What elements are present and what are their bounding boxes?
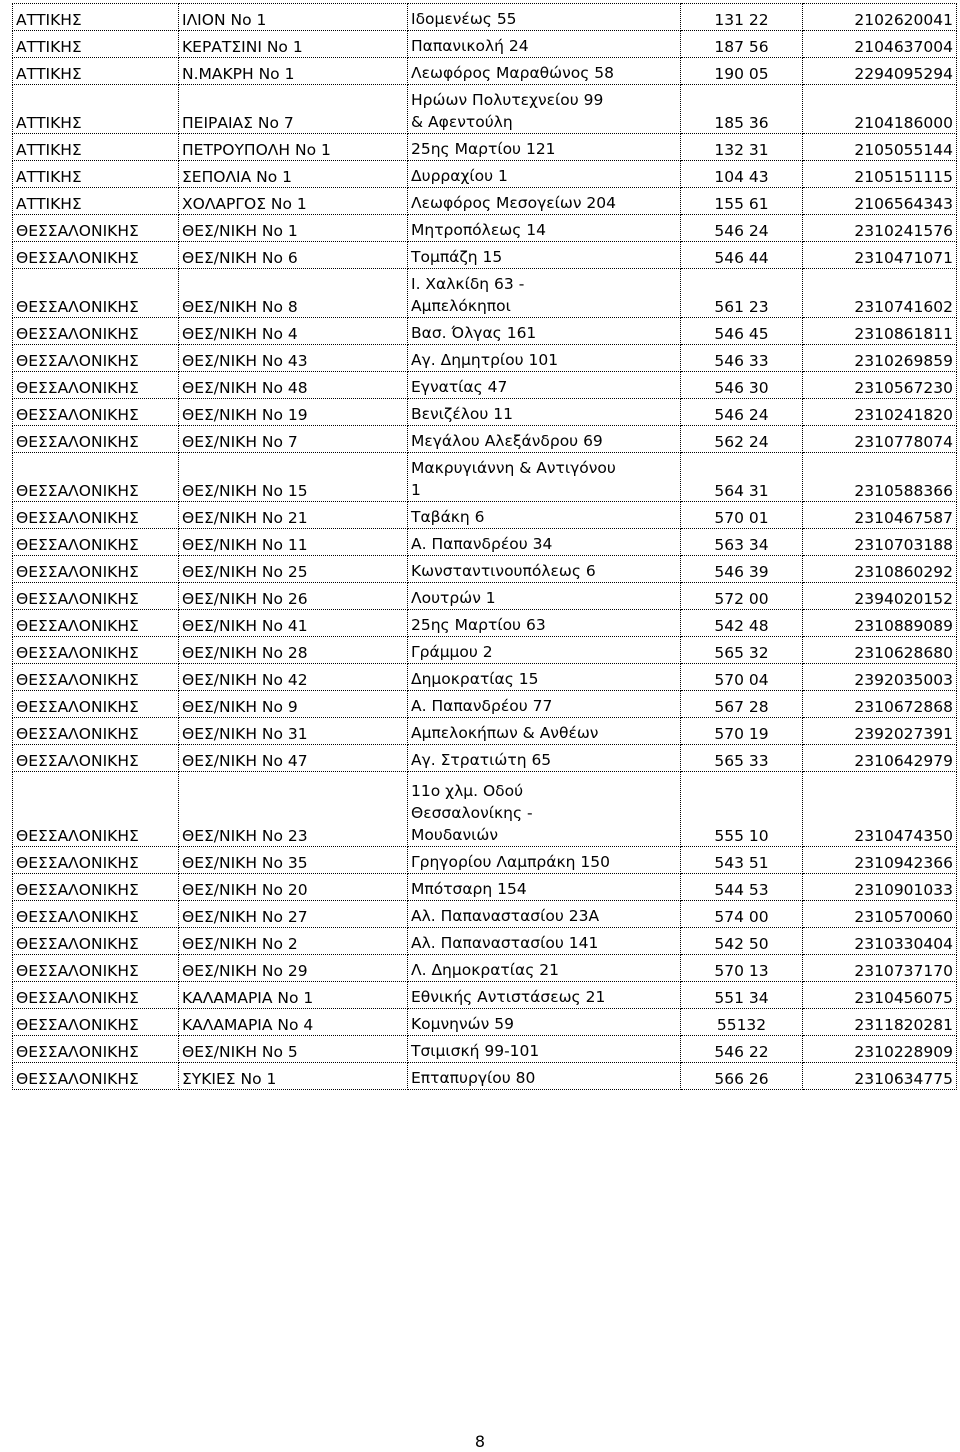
phone-cell: 2310889089 <box>803 610 957 637</box>
postal-code-cell: 546 24 <box>681 399 803 426</box>
address-line: Παπανικολή 24 <box>411 37 529 55</box>
branch-cell: ΠΕΙΡΑΙΑΣ Νο 7 <box>179 85 408 134</box>
address-cell <box>408 982 681 1009</box>
phone-cell: 2105151115 <box>803 161 957 188</box>
postal-code-cell: 565 33 <box>681 745 803 772</box>
branch-cell: ΧΟΛΑΡΓΟΣ Νο 1 <box>179 188 408 215</box>
address-cell <box>408 745 681 772</box>
region-cell: ΘΕΣΣΑΛΟΝΙΚΗΣ <box>13 529 179 556</box>
phone-cell: 2310474350 <box>803 772 957 847</box>
address-cell <box>408 772 681 847</box>
address-cell <box>408 1063 681 1090</box>
postal-code-cell: 544 53 <box>681 874 803 901</box>
branch-cell: ΘΕΣ/ΝΙΚΗ Νο 19 <box>179 399 408 426</box>
postal-code-cell: 565 32 <box>681 637 803 664</box>
phone-cell: 2105055144 <box>803 134 957 161</box>
branch-cell: ΘΕΣ/ΝΙΚΗ Νο 5 <box>179 1036 408 1063</box>
phone-cell: 2104186000 <box>803 85 957 134</box>
phone-cell: 2311820281 <box>803 1009 957 1036</box>
table-row <box>13 426 957 453</box>
phone-cell: 2392027391 <box>803 718 957 745</box>
branch-cell: ΘΕΣ/ΝΙΚΗ Νο 42 <box>179 664 408 691</box>
address-cell <box>408 529 681 556</box>
region-cell: ΘΕΣΣΑΛΟΝΙΚΗΣ <box>13 847 179 874</box>
postal-code-cell: 185 36 <box>681 85 803 134</box>
postal-code-cell: 561 23 <box>681 269 803 318</box>
region-cell: ΘΕΣΣΑΛΟΝΙΚΗΣ <box>13 318 179 345</box>
postal-code-cell: 567 28 <box>681 691 803 718</box>
address-line: Βενιζέλου 11 <box>411 405 513 423</box>
table-row <box>13 31 957 58</box>
region-cell: ΘΕΣΣΑΛΟΝΙΚΗΣ <box>13 583 179 610</box>
branch-cell: ΘΕΣ/ΝΙΚΗ Νο 6 <box>179 242 408 269</box>
address-line: Βασ. Όλγας 161 <box>411 324 537 342</box>
phone-cell: 2310778074 <box>803 426 957 453</box>
table-row <box>13 529 957 556</box>
address-line: Επταπυργίου 80 <box>411 1069 536 1087</box>
address-line: Δημοκρατίας 15 <box>411 670 539 688</box>
table-body <box>13 4 957 1090</box>
phone-cell: 2310672868 <box>803 691 957 718</box>
table-row <box>13 215 957 242</box>
address-line: & Αφεντούλη <box>411 113 513 131</box>
phone-cell: 2310269859 <box>803 345 957 372</box>
region-cell: ΘΕΣΣΑΛΟΝΙΚΗΣ <box>13 1036 179 1063</box>
table-row <box>13 134 957 161</box>
address-cell <box>408 901 681 928</box>
phone-cell: 2310570060 <box>803 901 957 928</box>
table-row <box>13 318 957 345</box>
postal-code-cell: 155 61 <box>681 188 803 215</box>
table-row <box>13 242 957 269</box>
address-line: Λεωφόρος Μεσογείων 204 <box>411 194 617 212</box>
address-cell <box>408 664 681 691</box>
branch-cell: ΘΕΣ/ΝΙΚΗ Νο 1 <box>179 215 408 242</box>
region-cell: ΘΕΣΣΑΛΟΝΙΚΗΣ <box>13 372 179 399</box>
postal-code-cell: 562 24 <box>681 426 803 453</box>
address-line: Τομπάζη 15 <box>411 248 503 266</box>
branch-cell: ΘΕΣ/ΝΙΚΗ Νο 7 <box>179 426 408 453</box>
postal-code-cell: 563 34 <box>681 529 803 556</box>
table-row <box>13 928 957 955</box>
table-row <box>13 901 957 928</box>
address-line: 25ης Μαρτίου 63 <box>411 616 546 634</box>
phone-cell: 2310942366 <box>803 847 957 874</box>
address-line: Κομνηνών 59 <box>411 1015 514 1033</box>
branch-cell: ΚΕΡΑΤΣΙΝΙ Νο 1 <box>179 31 408 58</box>
table-row <box>13 85 957 134</box>
address-line: Ηρώων Πολυτεχνείου 99 <box>411 91 604 109</box>
branch-cell: ΘΕΣ/ΝΙΚΗ Νο 9 <box>179 691 408 718</box>
address-cell <box>408 161 681 188</box>
address-line: Κωνσταντινουπόλεως 6 <box>411 562 596 580</box>
branch-cell: ΘΕΣ/ΝΙΚΗ Νο 11 <box>179 529 408 556</box>
address-line: Λουτρών 1 <box>411 589 496 607</box>
phone-cell: 2104637004 <box>803 31 957 58</box>
postal-code-cell: 542 50 <box>681 928 803 955</box>
address-cell <box>408 269 681 318</box>
region-cell: ΘΕΣΣΑΛΟΝΙΚΗΣ <box>13 901 179 928</box>
region-cell: ΑΤΤΙΚΗΣ <box>13 4 179 31</box>
region-cell: ΘΕΣΣΑΛΟΝΙΚΗΣ <box>13 955 179 982</box>
table-row <box>13 772 957 847</box>
branch-cell: ΘΕΣ/ΝΙΚΗ Νο 25 <box>179 556 408 583</box>
table-row <box>13 982 957 1009</box>
table-row <box>13 188 957 215</box>
phone-cell: 2310567230 <box>803 372 957 399</box>
postal-code-cell: 555 10 <box>681 772 803 847</box>
postal-code-cell: 187 56 <box>681 31 803 58</box>
address-line: 1 <box>411 481 421 499</box>
region-cell: ΘΕΣΣΑΛΟΝΙΚΗΣ <box>13 215 179 242</box>
branch-cell: ΘΕΣ/ΝΙΚΗ Νο 27 <box>179 901 408 928</box>
region-cell: ΘΕΣΣΑΛΟΝΙΚΗΣ <box>13 502 179 529</box>
region-cell: ΘΕΣΣΑΛΟΝΙΚΗΣ <box>13 691 179 718</box>
address-line: Αλ. Παπαναστασίου 141 <box>411 934 599 952</box>
address-cell <box>408 318 681 345</box>
table-row <box>13 399 957 426</box>
table-row <box>13 718 957 745</box>
address-line: Αλ. Παπαναστασίου 23Α <box>411 907 600 925</box>
phone-cell: 2310456075 <box>803 982 957 1009</box>
postal-code-cell: 566 26 <box>681 1063 803 1090</box>
region-cell: ΑΤΤΙΚΗΣ <box>13 85 179 134</box>
table-row <box>13 4 957 31</box>
address-cell <box>408 453 681 502</box>
branch-cell: ΘΕΣ/ΝΙΚΗ Νο 2 <box>179 928 408 955</box>
region-cell: ΘΕΣΣΑΛΟΝΙΚΗΣ <box>13 718 179 745</box>
address-cell <box>408 847 681 874</box>
address-line: Αγ. Δημητρίου 101 <box>411 351 559 369</box>
phone-cell: 2294095294 <box>803 58 957 85</box>
table-row <box>13 610 957 637</box>
address-cell <box>408 58 681 85</box>
table-row <box>13 664 957 691</box>
phone-cell: 2310737170 <box>803 955 957 982</box>
address-line: Θεσσαλονίκης - <box>411 804 533 822</box>
region-cell: ΘΕΣΣΑΛΟΝΙΚΗΣ <box>13 242 179 269</box>
branch-cell: ΘΕΣ/ΝΙΚΗ Νο 41 <box>179 610 408 637</box>
address-line: Αμπελοκήπων & Ανθέων <box>411 724 599 742</box>
address-line: Μπότσαρη 154 <box>411 880 527 898</box>
branch-cell: ΘΕΣ/ΝΙΚΗ Νο 8 <box>179 269 408 318</box>
postal-code-cell: 542 48 <box>681 610 803 637</box>
postal-code-cell: 551 34 <box>681 982 803 1009</box>
branch-cell: ΘΕΣ/ΝΙΚΗ Νο 15 <box>179 453 408 502</box>
phone-cell: 2394020152 <box>803 583 957 610</box>
address-line: Γράμμου 2 <box>411 643 493 661</box>
address-cell <box>408 372 681 399</box>
phone-cell: 2310741602 <box>803 269 957 318</box>
address-cell <box>408 242 681 269</box>
postal-code-cell: 546 33 <box>681 345 803 372</box>
region-cell: ΘΕΣΣΑΛΟΝΙΚΗΣ <box>13 453 179 502</box>
table-row <box>13 502 957 529</box>
branch-cell: ΘΕΣ/ΝΙΚΗ Νο 47 <box>179 745 408 772</box>
phone-cell: 2310703188 <box>803 529 957 556</box>
postal-code-cell: 546 24 <box>681 215 803 242</box>
table-row <box>13 874 957 901</box>
branch-cell: ΚΑΛΑΜΑΡΙΑ Νο 1 <box>179 982 408 1009</box>
postal-code-cell: 546 30 <box>681 372 803 399</box>
address-cell <box>408 955 681 982</box>
branch-cell: ΣΥΚΙΕΣ Νο 1 <box>179 1063 408 1090</box>
branch-cell: ΘΕΣ/ΝΙΚΗ Νο 26 <box>179 583 408 610</box>
address-line: Α. Παπανδρέου 34 <box>411 535 553 553</box>
address-line: Λεωφόρος Μαραθώνος 58 <box>411 64 615 82</box>
table-row <box>13 1009 957 1036</box>
address-line: Ταβάκη 6 <box>411 508 485 526</box>
address-cell <box>408 31 681 58</box>
postal-code-cell: 570 01 <box>681 502 803 529</box>
postal-code-cell: 104 43 <box>681 161 803 188</box>
address-line: Εθνικής Αντιστάσεως 21 <box>411 988 606 1006</box>
address-line: Μακρυγιάννη & Αντιγόνου <box>411 459 616 477</box>
region-cell: ΘΕΣΣΑΛΟΝΙΚΗΣ <box>13 1063 179 1090</box>
region-cell: ΘΕΣΣΑΛΟΝΙΚΗΣ <box>13 664 179 691</box>
postal-code-cell: 570 13 <box>681 955 803 982</box>
phone-cell: 2310228909 <box>803 1036 957 1063</box>
address-cell <box>408 1036 681 1063</box>
branch-cell: ΘΕΣ/ΝΙΚΗ Νο 35 <box>179 847 408 874</box>
region-cell: ΘΕΣΣΑΛΟΝΙΚΗΣ <box>13 745 179 772</box>
address-cell <box>408 556 681 583</box>
address-cell <box>408 188 681 215</box>
table-row <box>13 556 957 583</box>
table-row <box>13 58 957 85</box>
address-line: Μεγάλου Αλεξάνδρου 69 <box>411 432 603 450</box>
table-row <box>13 583 957 610</box>
phone-cell: 2106564343 <box>803 188 957 215</box>
postal-code-cell: 190 05 <box>681 58 803 85</box>
address-cell <box>408 928 681 955</box>
region-cell: ΘΕΣΣΑΛΟΝΙΚΗΣ <box>13 426 179 453</box>
branch-cell: ΣΕΠΟΛΙΑ Νο 1 <box>179 161 408 188</box>
table-row <box>13 269 957 318</box>
table-row <box>13 372 957 399</box>
address-cell <box>408 718 681 745</box>
branch-cell: Ν.ΜΑΚΡΗ Νο 1 <box>179 58 408 85</box>
region-cell: ΘΕΣΣΑΛΟΝΙΚΗΣ <box>13 772 179 847</box>
phone-cell: 2102620041 <box>803 4 957 31</box>
postal-code-cell: 543 51 <box>681 847 803 874</box>
region-cell: ΘΕΣΣΑΛΟΝΙΚΗΣ <box>13 556 179 583</box>
address-line: Δυρραχίου 1 <box>411 167 508 185</box>
page-number: 8 <box>474 1432 486 1451</box>
address-line: Τσιμισκή 99-101 <box>411 1042 540 1060</box>
region-cell: ΘΕΣΣΑΛΟΝΙΚΗΣ <box>13 1009 179 1036</box>
address-cell <box>408 134 681 161</box>
table-row <box>13 745 957 772</box>
postal-code-cell: 570 04 <box>681 664 803 691</box>
region-cell: ΘΕΣΣΑΛΟΝΙΚΗΣ <box>13 874 179 901</box>
region-cell: ΘΕΣΣΑΛΟΝΙΚΗΣ <box>13 637 179 664</box>
address-cell <box>408 215 681 242</box>
table-row <box>13 691 957 718</box>
region-cell: ΑΤΤΙΚΗΣ <box>13 31 179 58</box>
address-line: Αμπελόκηποι <box>411 297 511 315</box>
table-row <box>13 1063 957 1090</box>
region-cell: ΘΕΣΣΑΛΟΝΙΚΗΣ <box>13 399 179 426</box>
region-cell: ΑΤΤΙΚΗΣ <box>13 161 179 188</box>
address-line: Ιδομενέως 55 <box>411 10 517 28</box>
table-row <box>13 1036 957 1063</box>
postal-code-cell: 574 00 <box>681 901 803 928</box>
branch-cell: ΘΕΣ/ΝΙΚΗ Νο 29 <box>179 955 408 982</box>
address-cell <box>408 399 681 426</box>
phone-cell: 2310901033 <box>803 874 957 901</box>
address-cell <box>408 345 681 372</box>
address-cell <box>408 637 681 664</box>
branch-cell: ΠΕΤΡΟΥΠΟΛΗ Νο 1 <box>179 134 408 161</box>
table-row <box>13 955 957 982</box>
table-row <box>13 161 957 188</box>
address-line: 11ο χλμ. Οδού <box>411 782 524 800</box>
postal-code-cell: 546 44 <box>681 242 803 269</box>
table-row <box>13 637 957 664</box>
address-cell <box>408 426 681 453</box>
phone-cell: 2310241820 <box>803 399 957 426</box>
branch-cell: ΘΕΣ/ΝΙΚΗ Νο 28 <box>179 637 408 664</box>
address-cell <box>408 502 681 529</box>
postal-code-cell: 131 22 <box>681 4 803 31</box>
address-cell <box>408 874 681 901</box>
region-cell: ΑΤΤΙΚΗΣ <box>13 188 179 215</box>
phone-cell: 2310861811 <box>803 318 957 345</box>
address-cell <box>408 85 681 134</box>
address-line: Αγ. Στρατιώτη 65 <box>411 751 552 769</box>
address-line: Α. Παπανδρέου 77 <box>411 697 553 715</box>
branch-cell: ΘΕΣ/ΝΙΚΗ Νο 48 <box>179 372 408 399</box>
postal-code-cell: 546 22 <box>681 1036 803 1063</box>
postal-code-cell: 570 19 <box>681 718 803 745</box>
address-line: 25ης Μαρτίου 121 <box>411 140 556 158</box>
phone-cell: 2310588366 <box>803 453 957 502</box>
branch-cell: ΘΕΣ/ΝΙΚΗ Νο 20 <box>179 874 408 901</box>
branch-cell: ΘΕΣ/ΝΙΚΗ Νο 23 <box>179 772 408 847</box>
phone-cell: 2310860292 <box>803 556 957 583</box>
address-line: Μουδανιών <box>411 826 499 844</box>
address-line: Εγνατίας 47 <box>411 378 508 396</box>
address-cell <box>408 691 681 718</box>
postal-code-cell: 564 31 <box>681 453 803 502</box>
region-cell: ΘΕΣΣΑΛΟΝΙΚΗΣ <box>13 982 179 1009</box>
phone-cell: 2310634775 <box>803 1063 957 1090</box>
postal-code-cell: 572 00 <box>681 583 803 610</box>
branch-directory-table <box>12 3 957 1090</box>
address-cell <box>408 583 681 610</box>
phone-cell: 2310330404 <box>803 928 957 955</box>
table-row <box>13 345 957 372</box>
branch-cell: ΘΕΣ/ΝΙΚΗ Νο 4 <box>179 318 408 345</box>
branch-cell: ΘΕΣ/ΝΙΚΗ Νο 43 <box>179 345 408 372</box>
branch-cell: ΘΕΣ/ΝΙΚΗ Νο 21 <box>179 502 408 529</box>
branch-cell: ΙΛΙΟΝ Νο 1 <box>179 4 408 31</box>
postal-code-cell: 546 39 <box>681 556 803 583</box>
address-line: Λ. Δημοκρατίας 21 <box>411 961 559 979</box>
postal-code-cell: 132 31 <box>681 134 803 161</box>
address-line: Μητροπόλεως 14 <box>411 221 546 239</box>
phone-cell: 2310471071 <box>803 242 957 269</box>
phone-cell: 2310628680 <box>803 637 957 664</box>
region-cell: ΑΤΤΙΚΗΣ <box>13 134 179 161</box>
address-cell <box>408 1009 681 1036</box>
address-line: Ι. Χαλκίδη 63 - <box>411 275 525 293</box>
address-cell <box>408 610 681 637</box>
table-row <box>13 453 957 502</box>
region-cell: ΑΤΤΙΚΗΣ <box>13 58 179 85</box>
phone-cell: 2310467587 <box>803 502 957 529</box>
postal-code-cell: 546 45 <box>681 318 803 345</box>
phone-cell: 2392035003 <box>803 664 957 691</box>
region-cell: ΘΕΣΣΑΛΟΝΙΚΗΣ <box>13 345 179 372</box>
postal-code-cell: 55132 <box>681 1009 803 1036</box>
branch-cell: ΚΑΛΑΜΑΡΙΑ Νο 4 <box>179 1009 408 1036</box>
phone-cell: 2310241576 <box>803 215 957 242</box>
address-cell <box>408 4 681 31</box>
table-row <box>13 847 957 874</box>
address-line: Γρηγορίου Λαμπράκη 150 <box>411 853 610 871</box>
phone-cell: 2310642979 <box>803 745 957 772</box>
region-cell: ΘΕΣΣΑΛΟΝΙΚΗΣ <box>13 269 179 318</box>
branch-cell: ΘΕΣ/ΝΙΚΗ Νο 31 <box>179 718 408 745</box>
region-cell: ΘΕΣΣΑΛΟΝΙΚΗΣ <box>13 928 179 955</box>
region-cell: ΘΕΣΣΑΛΟΝΙΚΗΣ <box>13 610 179 637</box>
